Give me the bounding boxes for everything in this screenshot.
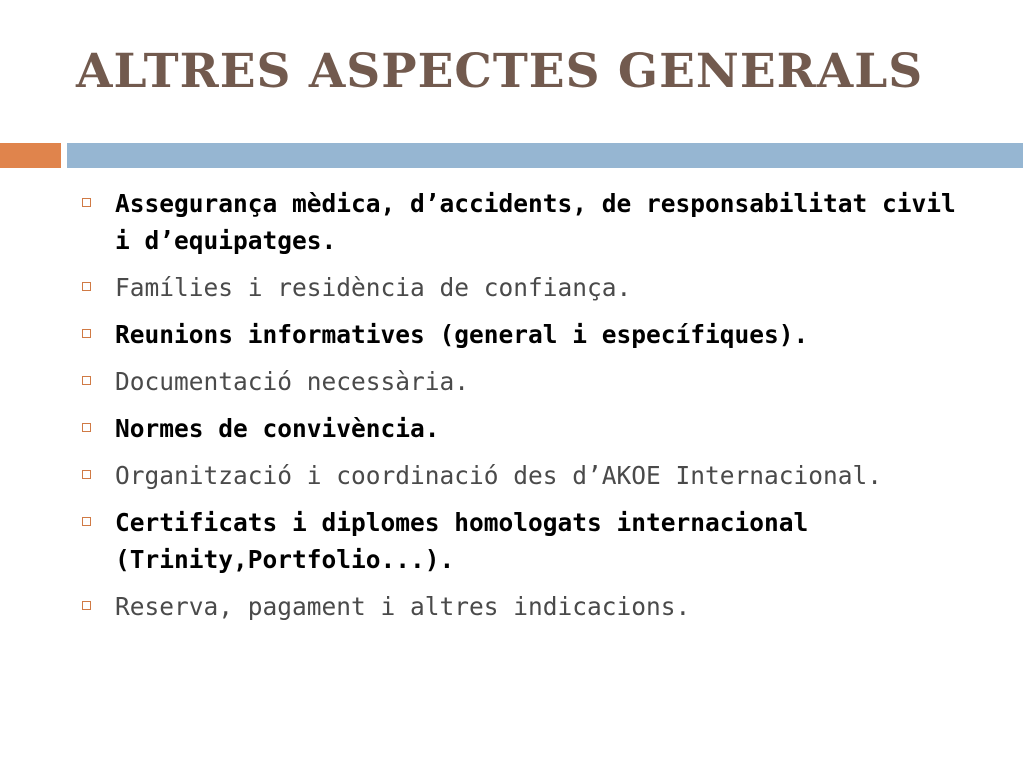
bullet-item [80,269,980,306]
bullet-text: Documentació necessària. [115,367,470,396]
hollow-square-icon [82,282,91,291]
bullet-item [80,588,980,625]
hollow-square-icon [82,601,91,610]
hollow-square-icon [82,376,91,385]
bullet-item [80,185,980,259]
bullet-item [80,410,980,447]
slide-title: ALTRES ASPECTES GENERALS [76,44,924,99]
bullet-text: Reserva, pagament i altres indicacions. [115,592,691,621]
hollow-square-icon [82,517,91,526]
bullet-text: Assegurança mèdica, d’accidents, de responsabilitat civil i d’equipatges. [115,189,956,255]
hollow-square-icon [82,470,91,479]
bullet-text: Organització i coordinació des d’AKOE Internacional. [115,461,883,490]
accent-bar-orange [0,143,61,168]
bullet-item [80,316,980,353]
bullet-item [80,363,980,400]
bullet-text: Reunions informatives (general i específiques). [115,320,809,349]
hollow-square-icon [82,198,91,207]
hollow-square-icon [82,423,91,432]
bullet-text: Famílies i residència de confiança. [115,273,632,302]
bullet-list [80,185,980,635]
bullet-text: Normes de convivència. [115,414,440,443]
bullet-text: Certificats i diplomes homologats internacional (Trinity,Portfolio...). [115,508,809,574]
hollow-square-icon [82,329,91,338]
bullet-item [80,504,980,578]
bullet-item [80,457,980,494]
accent-bar-blue [67,143,1023,168]
